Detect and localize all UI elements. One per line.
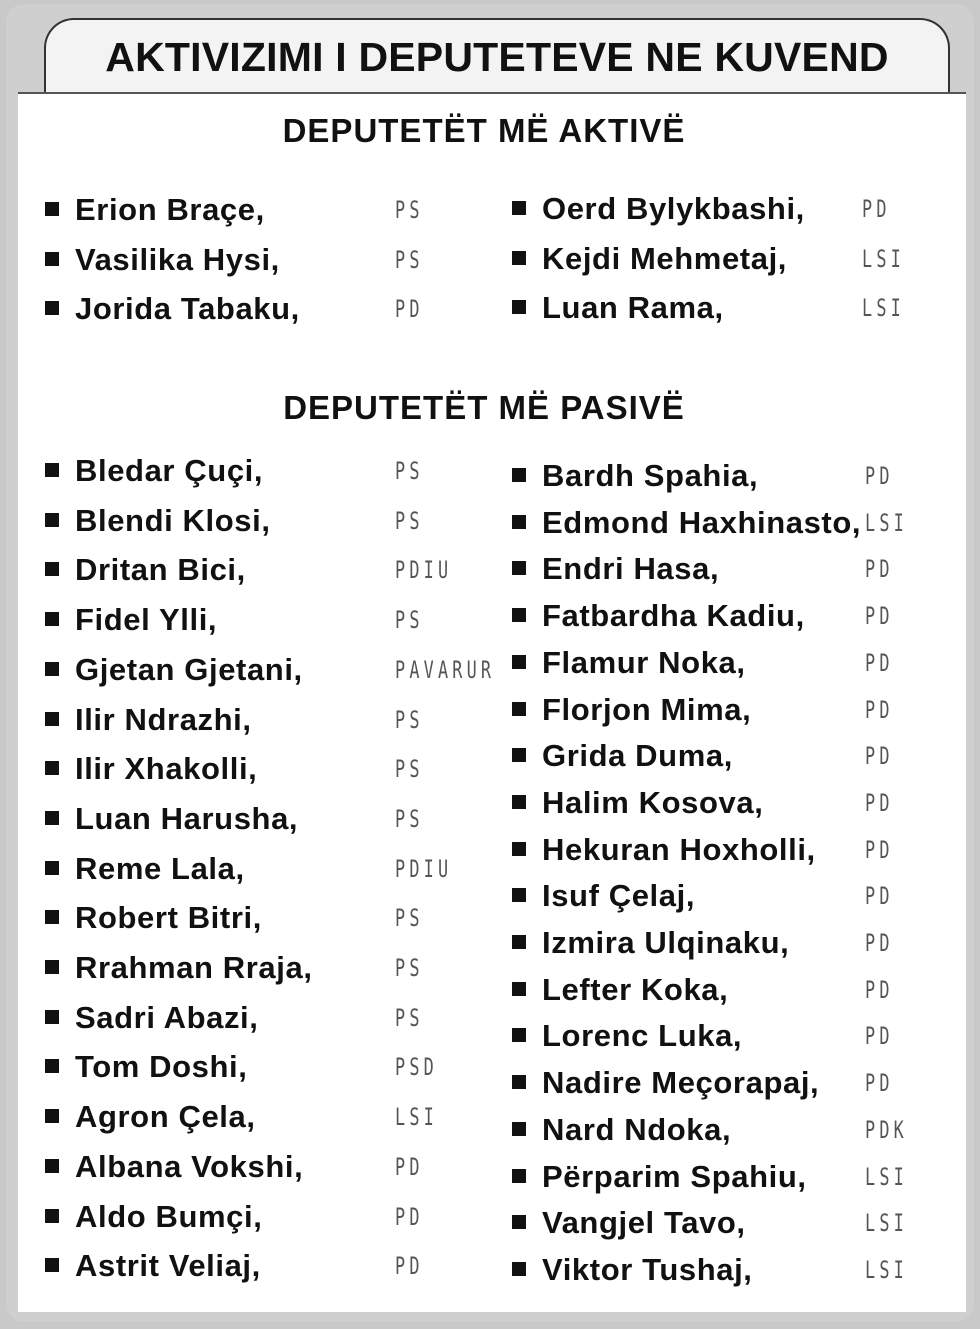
bullet-icon bbox=[512, 842, 526, 856]
deputy-name: Florjon Mima, bbox=[542, 691, 752, 727]
deputy-name: Kejdi Mehmetaj, bbox=[542, 240, 787, 276]
deputy-name: Përparim Spahiu, bbox=[542, 1158, 807, 1194]
party-label: PD bbox=[395, 295, 424, 323]
deputy-name: Gjetan Gjetani, bbox=[75, 651, 303, 687]
party-label: PAVARUR bbox=[395, 655, 496, 684]
party-label: PDIU bbox=[395, 854, 453, 883]
deputy-name: Ilir Xhakolli, bbox=[75, 751, 258, 787]
bullet-icon bbox=[512, 702, 526, 716]
party-label: PD bbox=[865, 462, 894, 490]
deputy-name: Bardh Spahia, bbox=[542, 458, 759, 493]
deputy-name: Luan Rama, bbox=[542, 290, 724, 325]
bullet-icon bbox=[512, 561, 526, 575]
party-label: PD bbox=[395, 1252, 424, 1281]
deputy-name: Sadri Abazi, bbox=[75, 999, 259, 1035]
bullet-icon bbox=[45, 463, 59, 477]
bullet-icon bbox=[45, 712, 59, 726]
party-label: PD bbox=[865, 929, 894, 957]
bullet-icon bbox=[512, 748, 526, 762]
bullet-icon bbox=[512, 1075, 526, 1089]
bullet-icon bbox=[512, 655, 526, 669]
deputy-name: Erion Braçe, bbox=[75, 192, 265, 227]
deputy-name: Oerd Bylykbashi, bbox=[542, 191, 805, 226]
deputy-name: Vasilika Hysi, bbox=[75, 241, 280, 277]
party-label: PD bbox=[865, 648, 894, 677]
bullet-icon bbox=[45, 662, 59, 676]
deputy-name: Albana Vokshi, bbox=[75, 1148, 304, 1184]
deputy-name: Hekuran Hoxholli, bbox=[542, 831, 816, 867]
party-label: LSI bbox=[862, 244, 905, 273]
bullet-icon bbox=[512, 795, 526, 809]
party-label: PS bbox=[395, 245, 424, 274]
party-label: PD bbox=[865, 788, 894, 817]
deputy-name: Jorida Tabaku, bbox=[75, 291, 300, 326]
bullet-icon bbox=[45, 612, 59, 626]
bullet-icon bbox=[45, 513, 59, 527]
deputy-name: Fatbardha Kadiu, bbox=[542, 598, 805, 634]
deputy-name: Lorenc Luka, bbox=[542, 1018, 743, 1054]
party-label: PDIU bbox=[395, 556, 453, 585]
bullet-icon bbox=[45, 910, 59, 924]
party-label: PS bbox=[395, 954, 424, 982]
bullet-icon bbox=[512, 1169, 526, 1183]
party-label: PD bbox=[865, 882, 894, 911]
party-label: PS bbox=[395, 904, 424, 933]
deputy-name: Dritan Bici, bbox=[75, 552, 246, 588]
party-label: LSI bbox=[862, 294, 905, 322]
deputy-name: Astrit Veliaj, bbox=[75, 1248, 261, 1284]
party-label: PD bbox=[862, 195, 891, 223]
deputy-name: Ilir Ndrazhi, bbox=[75, 701, 252, 737]
deputy-name: Grida Duma, bbox=[542, 738, 733, 774]
party-label: PD bbox=[865, 1069, 894, 1098]
deputy-name: Nard Ndoka, bbox=[542, 1111, 732, 1147]
bullet-icon bbox=[512, 1122, 526, 1136]
bullet-icon bbox=[45, 1258, 59, 1272]
bullet-icon bbox=[45, 761, 59, 775]
party-label: PD bbox=[865, 742, 894, 771]
party-label: PDK bbox=[865, 1115, 908, 1144]
bullet-icon bbox=[512, 1262, 526, 1276]
party-label: PD bbox=[865, 602, 894, 631]
bullet-icon bbox=[512, 515, 526, 529]
party-label: PS bbox=[395, 755, 424, 784]
party-label: PS bbox=[395, 506, 424, 535]
deputy-name: Aldo Bumçi, bbox=[75, 1198, 263, 1234]
deputy-name: Nadire Meçorapaj, bbox=[542, 1065, 820, 1101]
deputy-name: Isuf Çelaj, bbox=[542, 878, 696, 914]
deputy-name: Luan Harusha, bbox=[75, 800, 299, 836]
bullet-icon bbox=[45, 1010, 59, 1024]
title-tab bbox=[44, 18, 950, 98]
party-label: PD bbox=[865, 1022, 894, 1051]
party-label: PD bbox=[395, 1152, 424, 1181]
bullet-icon bbox=[45, 1109, 59, 1123]
deputy-name: Halim Kosova, bbox=[542, 784, 764, 820]
party-label: LSI bbox=[865, 508, 908, 537]
deputy-name: Vangjel Tavo, bbox=[542, 1205, 746, 1241]
deputy-name: Flamur Noka, bbox=[542, 644, 746, 680]
deputy-name: Endri Hasa, bbox=[542, 551, 720, 587]
party-label: LSI bbox=[865, 1209, 908, 1238]
bullet-icon bbox=[45, 202, 59, 216]
bullet-icon bbox=[45, 562, 59, 576]
passive-heading: DEPUTETËT MË PASIVË bbox=[283, 389, 685, 426]
deputy-name: Tom Doshi, bbox=[75, 1049, 248, 1085]
deputy-name: Edmond Haxhinasto, bbox=[542, 504, 862, 540]
party-label: PS bbox=[395, 196, 424, 224]
bullet-icon bbox=[512, 251, 526, 265]
party-label: PS bbox=[395, 804, 424, 833]
bullet-icon bbox=[45, 301, 59, 315]
party-label: PS bbox=[395, 606, 424, 635]
party-label: PD bbox=[865, 835, 894, 864]
deputy-name: Rrahman Rraja, bbox=[75, 950, 313, 985]
deputy-name: Fidel Ylli, bbox=[75, 602, 218, 638]
deputy-name: Agron Çela, bbox=[75, 1099, 256, 1135]
bullet-icon bbox=[45, 861, 59, 875]
bullet-icon bbox=[512, 1028, 526, 1042]
deputy-name: Reme Lala, bbox=[75, 850, 245, 886]
party-label: PS bbox=[395, 705, 424, 734]
bullet-icon bbox=[512, 608, 526, 622]
party-label: PS bbox=[395, 1003, 424, 1032]
party-label: LSI bbox=[395, 1103, 438, 1132]
party-label: LSI bbox=[865, 1162, 908, 1191]
bullet-icon bbox=[512, 888, 526, 902]
bullet-icon bbox=[45, 252, 59, 266]
party-label: PD bbox=[395, 1202, 424, 1231]
deputy-name: Viktor Tushaj, bbox=[542, 1251, 753, 1287]
bullet-icon bbox=[45, 1159, 59, 1173]
party-label: PSD bbox=[395, 1053, 438, 1082]
deputy-name: Lefter Koka, bbox=[542, 971, 729, 1007]
deputy-name: Robert Bitri, bbox=[75, 900, 262, 936]
bullet-icon bbox=[45, 960, 59, 974]
deputy-name: Izmira Ulqinaku, bbox=[542, 925, 790, 960]
bullet-icon bbox=[512, 1215, 526, 1229]
party-label: PS bbox=[395, 457, 424, 485]
active-heading: DEPUTETËT MË AKTIVË bbox=[282, 112, 686, 149]
page-title: AKTIVIZIMI I DEPUTETEVE NE KUVEND bbox=[105, 34, 889, 80]
bullet-icon bbox=[45, 1209, 59, 1223]
bullet-icon bbox=[45, 1059, 59, 1073]
bullet-icon bbox=[512, 468, 526, 482]
bullet-icon bbox=[512, 300, 526, 314]
party-label: LSI bbox=[865, 1255, 908, 1284]
bullet-icon bbox=[45, 811, 59, 825]
deputy-name: Bledar Çuçi, bbox=[75, 453, 264, 488]
party-label: PD bbox=[865, 975, 894, 1004]
bullet-icon bbox=[512, 982, 526, 996]
deputy-name: Blendi Klosi, bbox=[75, 502, 271, 538]
party-label: PD bbox=[865, 555, 894, 584]
bullet-icon bbox=[512, 201, 526, 215]
bullet-icon bbox=[512, 935, 526, 949]
party-label: PD bbox=[865, 695, 894, 724]
